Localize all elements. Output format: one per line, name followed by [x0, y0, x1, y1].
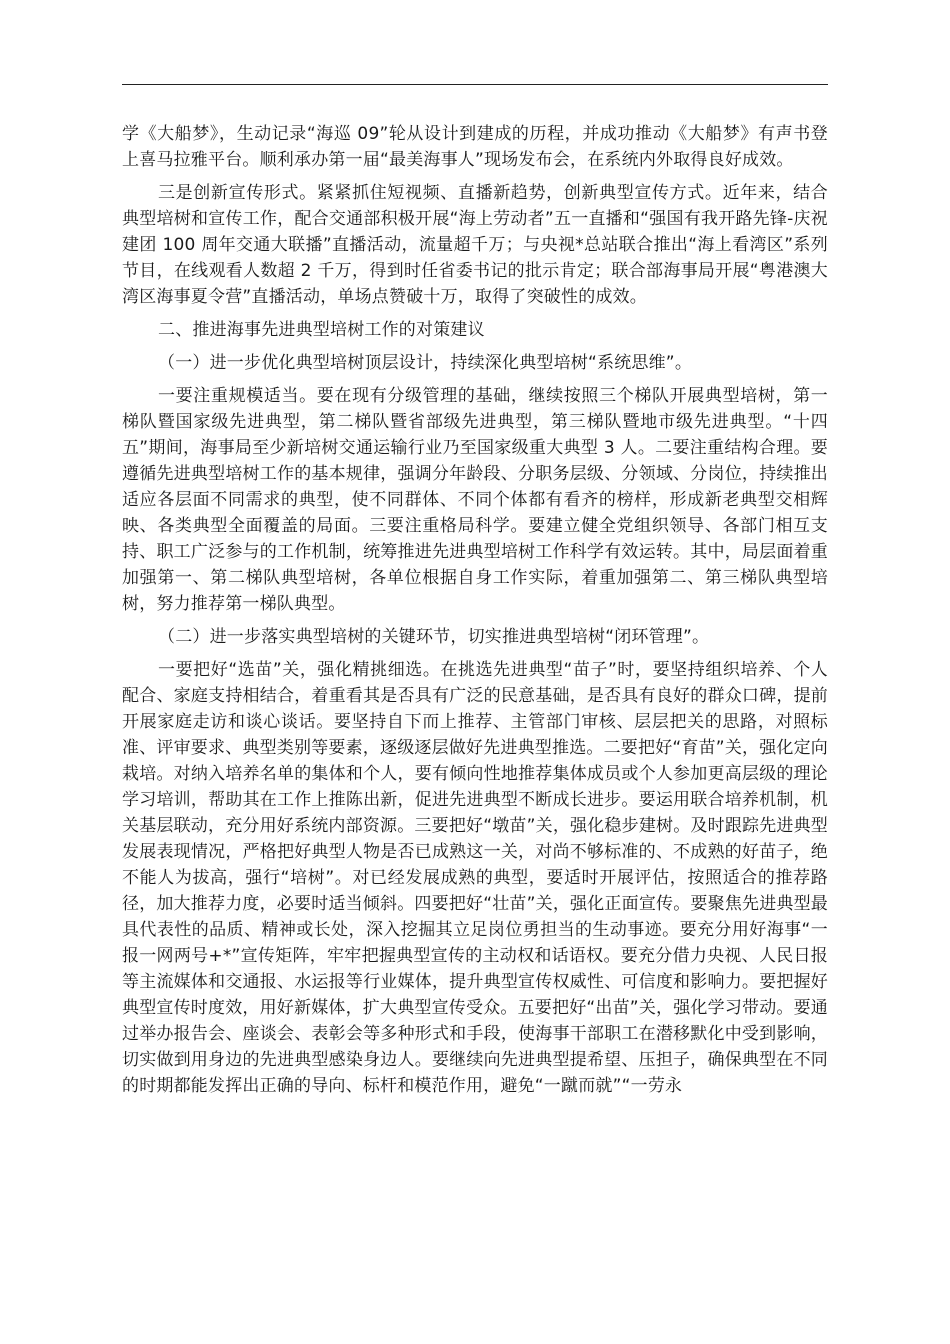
sub-heading-1: （一）进一步优化典型培树顶层设计，持续深化典型培树“系统思维”。 [158, 353, 693, 373]
para-key-links: 一要把好“选苗”关，强化精挑细选。在挑选先进典型“苗子”时，要坚持组织培养、个人配合、家庭支持相结合，着重看其是否具有广泛的民意基础，是否具有良好的群众口碑，提前开展家庭走访和谈心谈话。要坚持自下而上推荐、主管部门审核、层层把关的思路，对照标准、评审要求、典型类别等要素，逐级逐层做好先进典型推选。二要把好“育苗”关，强化定向栽培。对纳入培养名单的集体和个人，要有倾向性地推荐集体成员或个人参加更高层级的理论学习培训，帮助其在工作上推陈出新，促进先进典型不断成长进步。要运用联合培养机制，机关基层联动，充分用好系统内部资源。三要把好“墩苗”关，强化稳步建树。及时跟踪先进典型发展表现情况，严格把好典型人物是否已成熟这一关，对尚不够标准的、不成熟的好苗子，绝不能人为拔高，强行“培树”。对已经发展成熟的典型，要适时开展评估，按照适合的推荐路径，加大推荐力度，必要时适当倾斜。四要把好“壮苗”关，强化正面宣传。要聚焦先进典型最具代表性的品质、精神或长处，深入挖掘其立足岗位勇担当的生动事迹。要充分用好海事“一报一网两号+*”宣传矩阵，牢牢把握典型宣传的主动权和话语权。要充分借力央视、人民日报等主流媒体和交通报、水运报等行业媒体，提升典型宣传权威性、可信度和影响力。要把握好典型宣传时度效，用好新媒体，扩大典型宣传受众。五要把好“出苗”关，强化学习带动。要通过举办报告会、座谈会、表彰会等多种形式和手段，使海事干部职工在潜移默化中受到影响，切实做到用身边的先进典型感染身边人。要继续向先进典型提希望、压担子，确保典型在不同的时期都能发挥出正确的导向、标杆和模范作用，避免“一蹴而就”“一劳永 [122, 660, 829, 1096]
para-continued-intro: 学《大船梦》，生动记录“海巡 09”轮从设计到建成的历程，并成功推动《大船梦》有声书登上喜马拉雅平台。顺利承办第一届“最美海事人”现场发布会，在系统内外取得良好成效。 [122, 124, 828, 170]
para-scale-structure: 一要注重规模适当。要在现有分级管理的基础，继续按照三个梯队开展典型培树，第一梯队暨国家级先进典型，第二梯队暨省部级先进典型，第三梯队暨地市级先进典型。“十四五”期间，海事局至少新培树交通运输行业乃至国家级重大典型 3 人。二要注重结构合理。要遵循先进典型培树工作的基本规律，强调分年龄段、分职务层级、分领域、分岗位，持续推出适应各层面不同需求的典型，使不同群体、不同个体都有看齐的榜样，形成新老典型交相辉映、各类典型全面覆盖的局面。三要注重格局科学。要建立健全党组织领导、各部门相互支持、职工广泛参与的工作机制，统筹推进先进典型培树工作科学有效运转。其中，局层面着重加强第一、第二梯队典型培树，各单位根据自身工作实际，着重加强第二、第三梯队典型培树，努力推荐第一梯队典型。 [122, 386, 828, 614]
section-heading-2: 二、推进海事先进典型培树工作的对策建议 [158, 320, 485, 340]
sub-heading-2: （二）进一步落实典型培树的关键环节，切实推进典型培树“闭环管理”。 [158, 627, 710, 647]
document-body [122, 121, 828, 1106]
para-innovate-publicity: 三是创新宣传形式。紧紧抓住短视频、直播新趋势，创新典型宣传方式。近年来，结合典型培树和宣传工作，配合交通部积极开展“海上劳动者”五一直播和“强国有我开路先锋-庆祝建团 100 周年交通大联播”直播活动，流量超千万；与央视*总站联合推出“海上看湾区”系列节目，在线观看人数超 2 千万，得到时任省委书记的批示肯定；联合部海事局开展“粤港澳大湾区海事夏令营”直播活动，单场点赞破十万，取得了突破性的成效。 [122, 183, 828, 307]
header-rule [122, 84, 828, 85]
